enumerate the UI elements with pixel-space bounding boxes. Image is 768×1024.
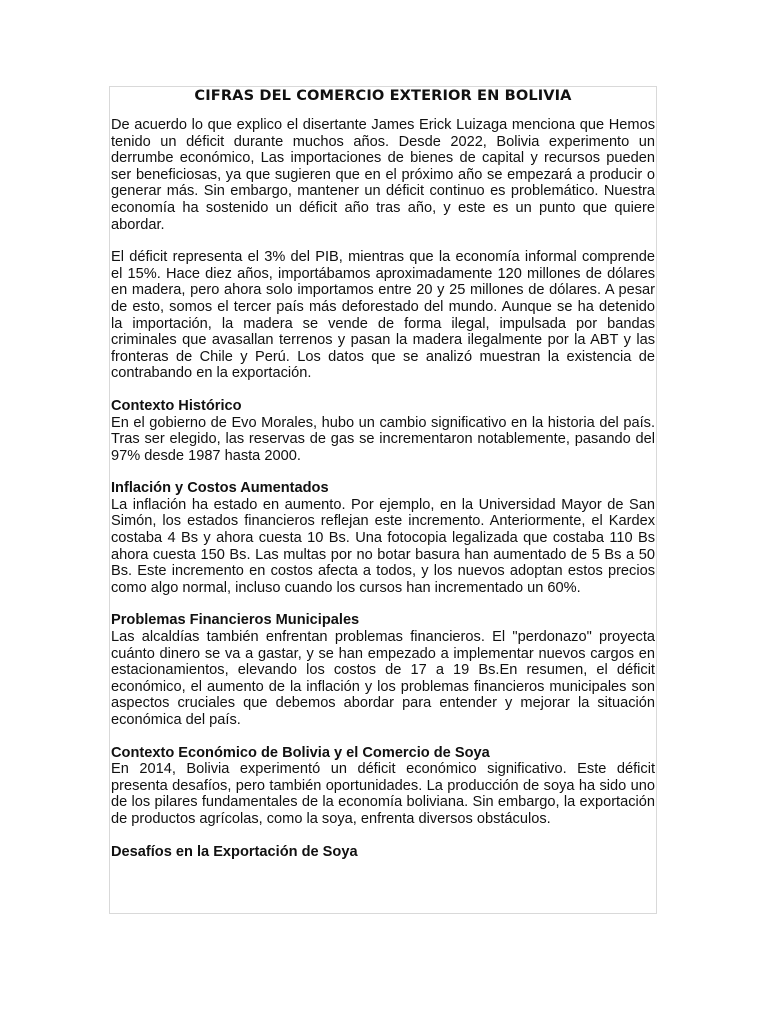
document-title: CIFRAS DEL COMERCIO EXTERIOR EN BOLIVIA: [194, 87, 572, 104]
section-heading: Desafíos en la Exportación de Soya: [111, 843, 358, 860]
section-body: Las alcaldías también enfrentan problemas financieros. El "perdonazo" proyecta cuánto dinero se va a gastar, y se han empezado a implementar nuevos cargos en estacionamientos, elevando los costos de 17 a 19 Bs.En resumen, el déficit económico, el aumento de la inflación y los problemas financieros municipales son aspectos cruciales que debemos abordar para entender y mejorar la situación económica del país.: [111, 629, 655, 728]
intro-paragraph-2: El déficit representa el 3% del PIB, mientras que la economía informal comprende el 15%. Hace diez años, importábamos aproximadamente 120 millones de dólares en madera, pero ahora solo importamos entre 20 y 25 millones de dólares. A pesar de esto, somos el tercer país más deforestado del mundo. Aunque se ha detenido la importación, la madera se vende de forma ilegal, impulsada por bandas criminales que avasallan terrenos y pasan la madera ilegalmente por la ABT y las fronteras de Chile y Perú. Los datos que se analizó muestran la existencia de contrabando en la exportación.: [111, 249, 655, 382]
section-heading: Problemas Financieros Municipales: [111, 612, 360, 629]
section-body: La inflación ha estado en aumento. Por ejemplo, en la Universidad Mayor de San Simón, los estados financieros reflejan este incremento. Anteriormente, el Kardex costaba 4 Bs y ahora cuesta 10 Bs. Una fotocopia legalizada que costaba 110 Bs ahora cuesta 150 Bs. Las multas por no botar basura han aumentado de 5 Bs a 50 Bs. Este incremento en costos afecta a todos, y los nuevos adoptan estos precios como algo normal, incluso cuando los cursos han incrementado un 60%.: [111, 496, 655, 596]
document-page: [109, 86, 657, 914]
section-problemas-municipales: [111, 612, 655, 728]
section-heading: Contexto Económico de Bolivia y el Comercio de Soya: [111, 744, 490, 761]
section-contexto-historico: [111, 398, 655, 464]
section-desafios-soya: [111, 844, 655, 861]
section-body: En 2014, Bolivia experimentó un déficit económico significativo. Este déficit presenta desafíos, pero también oportunidades. La producción de soya ha sido uno de los pilares fundamentales de la economía boliviana. Sin embargo, la exportación de productos agrícolas, como la soya, enfrenta diversos obstáculos.: [111, 761, 655, 827]
section-contexto-soya: [111, 745, 655, 828]
section-heading: Inflación y Costos Aumentados: [111, 480, 329, 497]
section-heading: Contexto Histórico: [111, 397, 242, 414]
intro-paragraph-1: De acuerdo lo que explico el disertante James Erick Luizaga menciona que Hemos tenido un déficit durante muchos años. Desde 2022, Bolivia experimento un derrumbe económico, Las importaciones de bienes de capital y recursos pueden ser beneficiosas, ya que sugieren que en el próximo año se empezará a producir o generar más. Sin embargo, mantener un déficit continuo es problemático. Nuestra economía ha sostenido un déficit año tras año, y este es un punto que quiere abordar.: [111, 117, 655, 233]
document-content: [110, 87, 656, 860]
section-body: En el gobierno de Evo Morales, hubo un cambio significativo en la historia del país. Tras ser elegido, las reservas de gas se incrementaron notablemente, pasando del 97% desde 1987 hasta 2000.: [111, 414, 655, 464]
section-inflacion: [111, 480, 655, 596]
